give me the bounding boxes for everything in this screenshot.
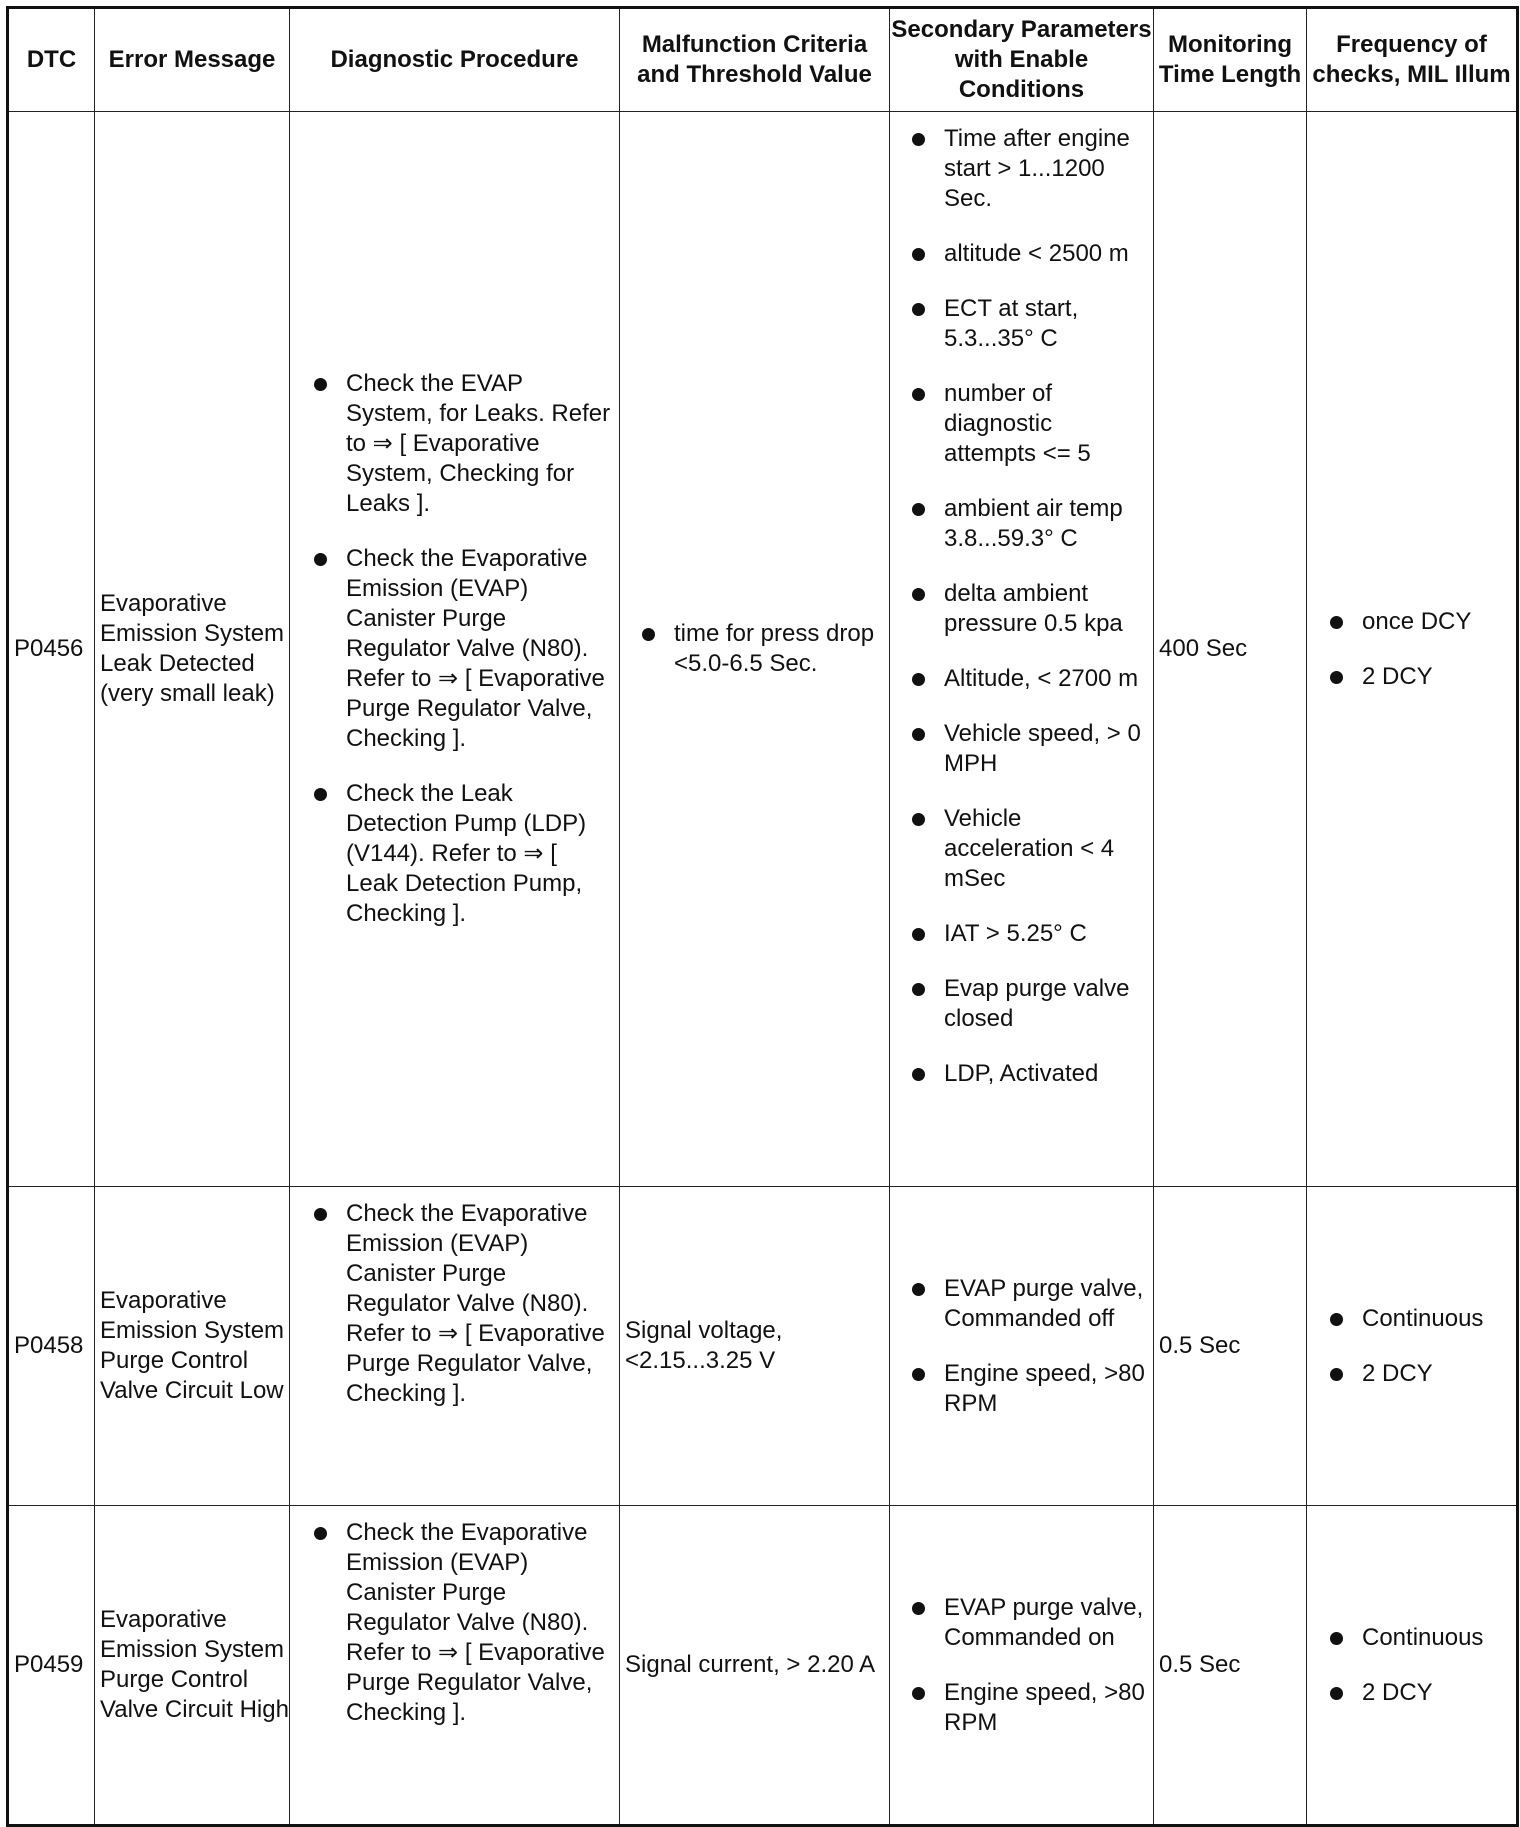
dtc-code: P0456 — [8, 112, 95, 1187]
header-error-message: Error Message — [95, 8, 290, 112]
error-message: Evaporative Emission System Purge Control Valve Circuit Low — [95, 1187, 290, 1506]
frequency-item: 2 DCY — [1307, 1678, 1512, 1708]
header-diagnostic-procedure: Diagnostic Procedure — [290, 8, 620, 112]
parameter-item: IAT > 5.25° C — [890, 919, 1149, 949]
header-malfunction-criteria: Malfunction Criteria and Threshold Value — [620, 8, 890, 112]
parameter-item: ECT at start, 5.3...35° C — [890, 294, 1149, 354]
header-frequency: Frequency of checks, MIL Illum — [1307, 8, 1518, 112]
frequency — [1307, 1506, 1518, 1826]
monitoring-time: 0.5 Sec — [1154, 1506, 1307, 1826]
parameter-item: LDP, Activated — [890, 1059, 1149, 1089]
procedure-step: Check the Evaporative Emission (EVAP) Canister Purge Regulator Valve (N80). Refer to ⇒ [ Evaporative Purge Regulator Valve, Checking ]. — [290, 1518, 615, 1728]
parameter-item: Vehicle acceleration < 4 mSec — [890, 804, 1149, 894]
monitoring-time: 0.5 Sec — [1154, 1187, 1307, 1506]
parameter-item: Time after engine start > 1...1200 Sec. — [890, 124, 1149, 214]
secondary-parameters — [890, 112, 1154, 1187]
procedure-step: Check the Leak Detection Pump (LDP) (V144). Refer to ⇒ [ Leak Detection Pump, Checking ]. — [290, 779, 615, 929]
frequency — [1307, 1187, 1518, 1506]
diagnostic-procedure — [290, 1187, 620, 1506]
secondary-parameters — [890, 1187, 1154, 1506]
diagnostic-procedure — [290, 112, 620, 1187]
frequency-item: 2 DCY — [1307, 662, 1512, 692]
parameter-item: Vehicle speed, > 0 MPH — [890, 719, 1149, 779]
parameter-item: EVAP purge valve, Commanded on — [890, 1593, 1149, 1653]
parameter-item: Engine speed, >80 RPM — [890, 1678, 1149, 1738]
parameter-item: number of diagnostic attempts <= 5 — [890, 379, 1149, 469]
frequency-item: 2 DCY — [1307, 1359, 1512, 1389]
malfunction-criteria — [620, 112, 890, 1187]
frequency-item: Continuous — [1307, 1623, 1512, 1653]
header-dtc: DTC — [8, 8, 95, 112]
table-row — [8, 1187, 1518, 1506]
header-row — [8, 8, 1518, 112]
malfunction-criteria: Signal current, > 2.20 A — [620, 1506, 890, 1826]
criteria-item: time for press drop <5.0-6.5 Sec. — [620, 619, 885, 679]
dtc-code: P0459 — [8, 1506, 95, 1826]
header-secondary-parameters: Secondary Parameters with Enable Conditions — [890, 8, 1154, 112]
parameter-item: EVAP purge valve, Commanded off — [890, 1274, 1149, 1334]
parameter-item: Evap purge valve closed — [890, 974, 1149, 1034]
malfunction-criteria: Signal voltage, <2.15...3.25 V — [620, 1187, 890, 1506]
secondary-parameters — [890, 1506, 1154, 1826]
monitoring-time: 400 Sec — [1154, 112, 1307, 1187]
table-row — [8, 112, 1518, 1187]
parameter-item: Altitude, < 2700 m — [890, 664, 1149, 694]
frequency-item: once DCY — [1307, 607, 1512, 637]
header-monitoring-time: Monitoring Time Length — [1154, 8, 1307, 112]
parameter-item: ambient air temp 3.8...59.3° C — [890, 494, 1149, 554]
frequency-item: Continuous — [1307, 1304, 1512, 1334]
parameter-item: delta ambient pressure 0.5 kpa — [890, 579, 1149, 639]
parameter-item: Engine speed, >80 RPM — [890, 1359, 1149, 1419]
parameter-item: altitude < 2500 m — [890, 239, 1149, 269]
table-row — [8, 1506, 1518, 1826]
procedure-step: Check the EVAP System, for Leaks. Refer to ⇒ [ Evaporative System, Checking for Leaks ]. — [290, 369, 615, 519]
error-message: Evaporative Emission System Leak Detected (very small leak) — [95, 112, 290, 1187]
diagnostic-procedure — [290, 1506, 620, 1826]
dtc-table — [6, 6, 1519, 1827]
procedure-step: Check the Evaporative Emission (EVAP) Canister Purge Regulator Valve (N80). Refer to ⇒ [ Evaporative Purge Regulator Valve, Checking ]. — [290, 544, 615, 754]
dtc-code: P0458 — [8, 1187, 95, 1506]
procedure-step: Check the Evaporative Emission (EVAP) Canister Purge Regulator Valve (N80). Refer to ⇒ [ Evaporative Purge Regulator Valve, Checking ]. — [290, 1199, 615, 1409]
frequency — [1307, 112, 1518, 1187]
error-message: Evaporative Emission System Purge Control Valve Circuit High — [95, 1506, 290, 1826]
